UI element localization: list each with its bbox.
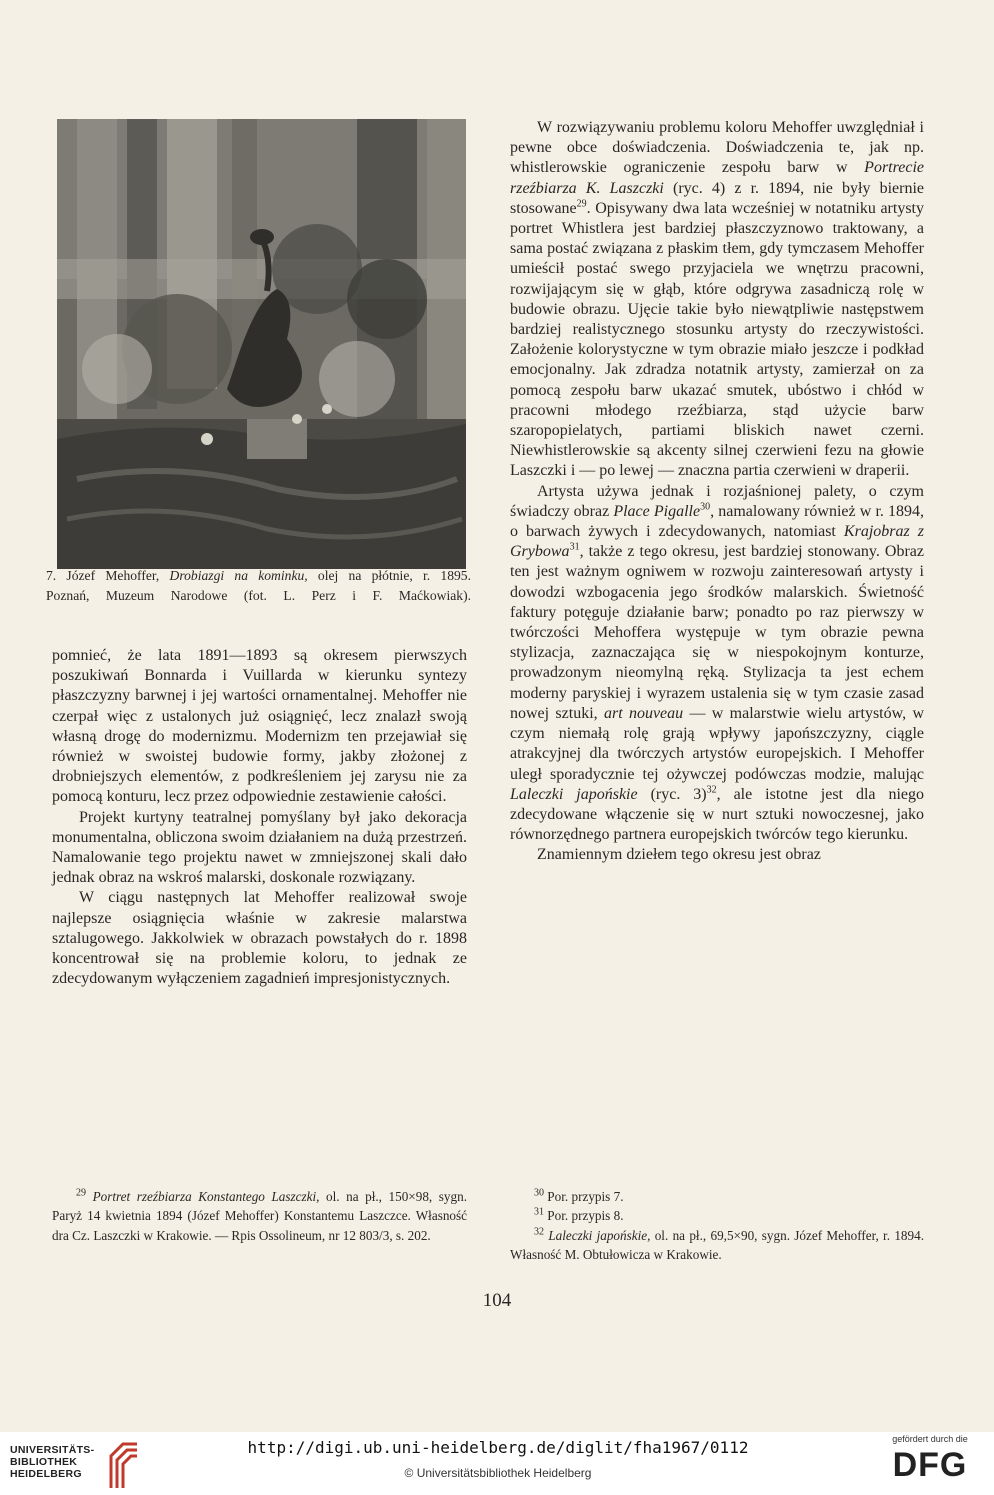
paragraph — [510, 482, 924, 846]
text: (ryc. 3) — [637, 785, 707, 803]
footnote-text: ol. na pł., 69,5×90, sygn. Józef Mehoffer, r. 1894. Własność M. Obtułowicza w Krakowie. — [510, 1227, 924, 1262]
footnote-ref: 32 — [706, 784, 717, 796]
right-column — [510, 118, 924, 866]
library-line: BIBLIOTHEK — [10, 1456, 78, 1468]
italic-title: Portrecie rzeźbiarza K. Laszczki — [510, 159, 924, 197]
footnote — [510, 1206, 924, 1225]
painting-photo — [57, 119, 466, 569]
library-line: UNIVERSITÄTS- — [10, 1444, 95, 1456]
footnote — [510, 1187, 924, 1206]
footnote-number: 30 — [534, 1187, 544, 1199]
viewer-footer — [0, 1432, 994, 1495]
left-column — [52, 646, 467, 989]
paragraph — [510, 118, 924, 482]
text: , ale istotne jest dla niego zdecydowane włączenie się w nurt sztuki nowoczesnej, jako równorzędnego partnera europejskich twórców tego kierunku. — [510, 785, 925, 844]
text: Artysta używa jednak i rozjaśnionej palety, o czym świadczy obraz — [510, 482, 924, 520]
library-logo-icon — [107, 1438, 139, 1490]
text: . Opisywany dwa lata wcześniej w notatniku artysty portret Whistlera jest bardziej płaszczyznowo traktowany, a sama postać związana z płaskim tłem, gdy tymczasem Mehoffer umieścił postać swego przyjaciela we wnętrzu pracowni, rozwijającym się w głąb, które odgrywa zasadniczą rolę w budowie obrazu. Ujęcie takie było niewątpliwie następstwem bardziej realistycznego stosunku artysty do rzeczywistości. Założenie kolorystyczne w tym obrazie miało jeszcze i podkład emocjonalny. Jak zdradza notatnik artysty, zamierzał on za pomocą zespołu barw ukazać smutek, ubóstwo i chłód w pracowni młodego rzeźbiarza, stąd użycie barw szaropopielatych, partiami bliskich nawet czerni. Niewhistlerowskie są akcenty silnej czerwieni fezu na głowie Laszczki i — po lewej — znaczna partia czerwieni w draperii. — [510, 199, 924, 480]
italic-title: Place Pigalle — [613, 502, 701, 520]
text: — w malarstwie wielu artystów, w czym niemałą rolę grają wpływy japońszczyzny, ciągle atrakcyjnej dla twórczych artystów europejskich. I Mehoffer uległ sporadycznie tej ożywczej podówczas modzie, malując — [510, 704, 925, 783]
page-number: 104 — [482, 1290, 512, 1311]
footnote-ref: 31 — [569, 541, 580, 553]
footnote-text: ol. na pł., 150×98, sygn. Paryż 14 kwietnia 1894 (Józef Mehoffer) Konstantemu Laszczce. Własność dra Cz. Laszczki w Krakowie. — Rpis Ossolineum, nr 12 803/3, s. 202. — [52, 1189, 467, 1243]
footnotes-left — [52, 1187, 467, 1245]
italic-title: Portret rzeźbiarza Konstantego Laszczki, — [92, 1189, 320, 1204]
paragraph: W ciągu następnych lat Mehoffer realizował swoje najlepsze osiągnięcia właśnie w zakresie malarstwa sztalugowego. Jakkolwiek w obrazach powstałych do r. 1898 koncentrował się na problemie koloru, to jednak ze zdecydowanym wyłączeniem zagadnień impresjonistycznych. — [52, 889, 467, 988]
footnote — [510, 1226, 924, 1265]
italic-title: Laleczki japońskie, — [548, 1227, 651, 1243]
caption-title: Drobiazgi na kominku, — [169, 568, 308, 583]
italic-title: Krajobraz z Grybowa — [510, 523, 924, 561]
text: W rozwiązywaniu problemu koloru Mehoffer uwzględniał i pewne obce doświadczenia. Doświadczenia te, jak np. whistlerowskie ograniczenie zespołu barw w — [510, 119, 924, 177]
library-logo-text — [10, 1444, 94, 1480]
dfg-logo: DFG — [892, 1446, 968, 1484]
text: , namalowany również w r. 1894, o barwach żywych i zdecydowanych, natomiast — [510, 502, 925, 541]
permalink-url[interactable]: http://digi.ub.uni-heidelberg.de/diglit/fha1967/0112 — [247, 1438, 749, 1457]
still-life-painting-image — [57, 119, 466, 569]
paragraph: Znamiennym dziełem tego okresu jest obraz — [537, 846, 821, 864]
copyright-notice: © Universitätsbibliothek Heidelberg — [404, 1466, 592, 1480]
footnote-text: Por. przypis 8. — [544, 1208, 624, 1224]
footnote-ref: 30 — [700, 501, 711, 513]
footnote-ref: 29 — [576, 198, 587, 210]
footnote-number: 29 — [76, 1187, 86, 1199]
footnote — [52, 1187, 467, 1245]
paragraph: Projekt kurtyny teatralnej pomyślany był jako dekoracja monumentalna, obliczona swoim działaniem na dużą przestrzeń. Namalowanie tego projektu nawet w zmniejszonej skali dało jednak obraz na wskroś malarski, doskonale rozwiązany. — [52, 808, 467, 887]
paragraph: pomnieć, że lata 1891—1893 są okresem pierwszych poszukiwań Bonnarda i Vuillarda w kierunku syntezy płaszczyzny barwnej i jej wartości ornamentalnej. Mehoffer nie czerpał więc z ustalonych już osiągnięć, lecz znalazł swoją własną drogę do modernizmu. Modernizm ten przejawiał się również w swoistej budowie formy, jakby złożonej z drobniejszych elementów, z podkreśleniem jej zarysu nie za pomocą konturu, lecz przez odpowiednie zestawienie całości. — [52, 647, 467, 806]
italic-title: Laleczki japońskie — [510, 785, 638, 803]
footnote-number: 32 — [534, 1226, 544, 1238]
text: (ryc. 4) z r. 1894, nie były biernie stosowane — [510, 179, 925, 217]
caption-author: 7. Józef Mehoffer, — [46, 568, 170, 583]
funding-label: gefördert durch die — [892, 1434, 968, 1444]
footnote-text: Por. przypis 7. — [544, 1189, 624, 1204]
italic-term: art nouveau — [603, 704, 684, 722]
footnotes-right — [510, 1187, 924, 1264]
text: , także z tego okresu, jest bardziej stonowany. Obraz ten jest ważnym ogniwem w rozwoju zainteresowań artysty i dowodzi wzbogacenia jego środków malarskich. Świetność faktury potęguje działanie barw; ponadto po raz pierwszy w twórczości Mehoffera występuje w tym obrazie pewna stylizacja, zaznaczająca się w niespokojnym konturze, prowadzonym nieomylną ręką. Stylizacja ta jest echem moderny paryskiej i wyrazem ustalenia się w tym czasie zasad nowej sztuki, — [510, 543, 924, 722]
library-line: HEIDELBERG — [10, 1468, 82, 1480]
caption-medium: olej na płótnie, r. 1895. — [307, 568, 471, 583]
figure-caption — [46, 566, 471, 606]
footnote-number: 31 — [534, 1206, 544, 1218]
caption-location: Poznań, Muzeum Narodowe (fot. L. Perz i F. Maćkowiak). — [46, 588, 471, 603]
